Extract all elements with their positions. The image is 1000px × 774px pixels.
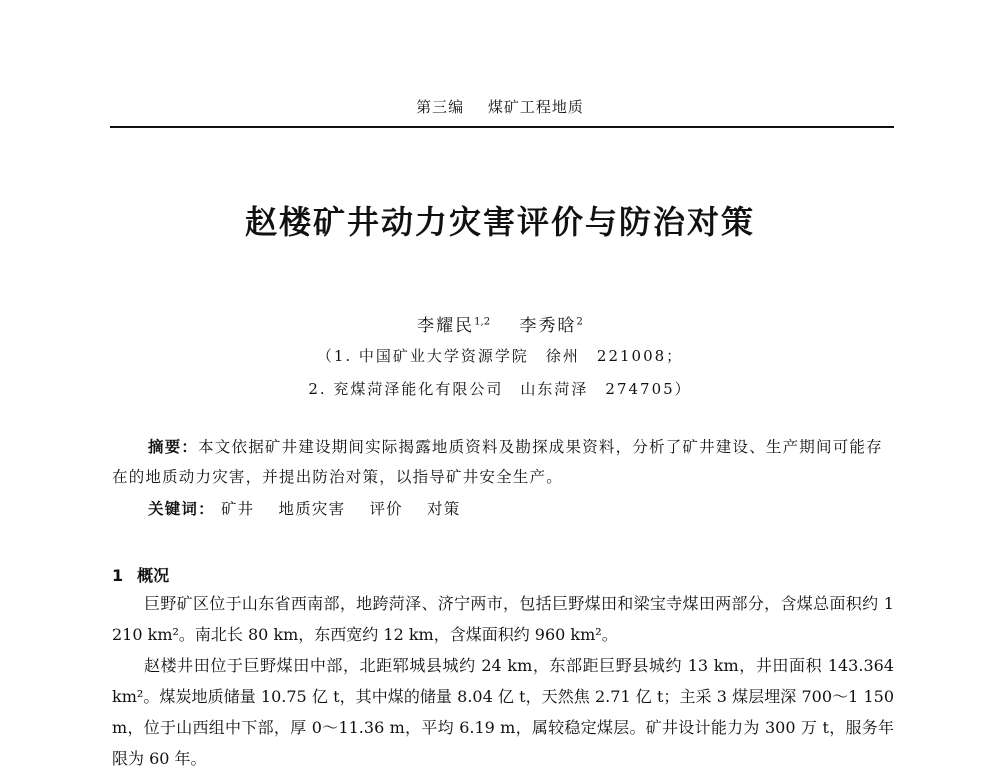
author-1 <box>417 316 490 336</box>
author-name: 李秀晗 <box>519 316 577 336</box>
body-paragraph: 巨野矿区位于山东省西南部，地跨菏泽、济宁两市，包括巨野煤田和梁宝寺煤田两部分，含煤总面积约 1 210 km²。南北长 80 km，东西宽约 12 km，含煤面积约 960 km²。 <box>112 594 894 644</box>
abstract-text: 本文依据矿井建设期间实际揭露地质资料及勘探成果资料，分析了矿井建设、生产期间可能存在的地质动力灾害，并提出防治对策，以指导矿井安全生产。 <box>112 438 883 486</box>
author-affil-marker: 1,2 <box>474 316 491 328</box>
keyword: 地质灾害 <box>278 500 346 518</box>
affiliation-line-2: 2. 兖煤菏泽能化有限公司 山东菏泽 274705） <box>308 380 692 398</box>
affiliation-line-1: （1. 中国矿业大学资源学院 徐州 221008； <box>316 347 684 365</box>
running-header <box>0 96 1000 117</box>
header-rule <box>110 126 894 128</box>
author-list <box>0 311 1000 336</box>
author-affil-marker: 2 <box>576 316 583 328</box>
keywords <box>148 497 460 519</box>
abstract-label: 摘要： <box>148 438 199 456</box>
running-header-title: 煤矿工程地质 <box>487 98 584 116</box>
article-title: 赵楼矿井动力灾害评价与防治对策 <box>244 203 755 241</box>
section-number: 1 <box>112 566 124 585</box>
author-2 <box>519 316 582 336</box>
keyword: 矿井 <box>220 500 255 518</box>
author-name: 李耀民 <box>417 316 475 336</box>
abstract <box>112 432 894 492</box>
section-title: 概况 <box>137 566 170 585</box>
body-paragraph: 赵楼井田位于巨野煤田中部，北距郓城县城约 24 km，东部距巨野县城约 13 km，井田面积 143.364 km²。煤炭地质储量 10.75 亿 t，其中煤的储量 8.04 亿 t，天然焦 2.71 亿 t；主采 3 煤层埋深 700～1 150 m，位于山西组中下部，厚 0～11.36 m，平均 6.19 m，属较稳定煤层。矿井设计能力为 300 万 t，服务年限为 60 年。 <box>112 656 894 768</box>
keyword: 对策 <box>427 500 461 518</box>
keyword: 评价 <box>369 500 403 518</box>
section-heading <box>112 563 169 586</box>
running-header-part: 第三编 <box>416 98 465 116</box>
keywords-label: 关键词： <box>148 500 215 518</box>
